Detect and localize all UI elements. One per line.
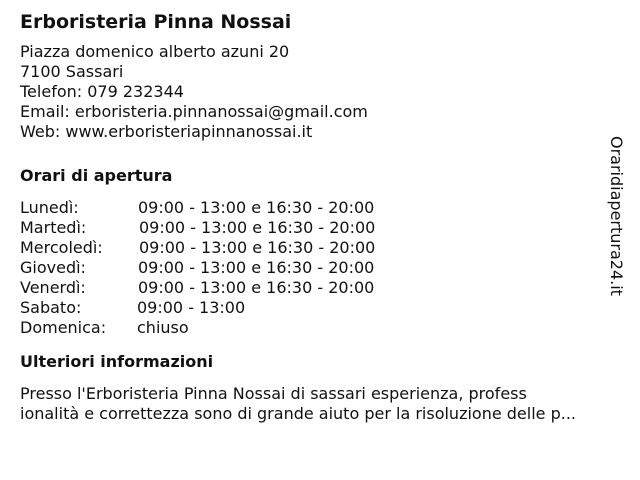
address-street: Piazza domenico alberto azuni 20: [20, 42, 290, 61]
hours-row-sunday: [20, 318, 610, 338]
day-label: Mercoledì:: [20, 238, 103, 257]
opening-hours-heading: Orari di apertura: [20, 166, 173, 185]
day-label: Giovedì:: [20, 258, 86, 277]
day-hours: 09:00 - 13:00: [137, 298, 246, 317]
day-label: Domenica:: [20, 318, 107, 337]
day-label: Sabato:: [20, 298, 82, 317]
phone-line: Telefon: 079 232344: [20, 82, 184, 101]
address-city: 7100 Sassari: [20, 62, 124, 81]
day-hours: chiuso: [137, 318, 189, 337]
day-label: Venerdì:: [20, 278, 86, 297]
hours-row-tuesday: [20, 218, 610, 238]
business-card: [20, 8, 610, 424]
day-label: Lunedì:: [20, 198, 79, 217]
more-info-line: ionalità e correttezza sono di grande aiuto per la risoluzione delle p...: [20, 404, 576, 423]
more-info-line: Presso l'Erboristeria Pinna Nossai di sassari esperienza, profess: [20, 384, 527, 403]
website-line: Web: www.erboristeriapinnanossai.it: [20, 122, 313, 141]
site-brand-vertical: Oraridiapertura24.it: [607, 136, 626, 296]
hours-row-saturday: [20, 298, 610, 318]
day-hours: 09:00 - 13:00 e 16:30 - 20:00: [138, 198, 375, 217]
hours-row-wednesday: [20, 238, 610, 258]
day-hours: 09:00 - 13:00 e 16:30 - 20:00: [139, 238, 376, 257]
opening-hours-table: [20, 198, 610, 338]
day-hours: 09:00 - 13:00 e 16:30 - 20:00: [138, 278, 375, 297]
hours-row-monday: [20, 198, 610, 218]
hours-row-friday: [20, 278, 610, 298]
more-info-text: [20, 384, 626, 424]
business-name: Erboristeria Pinna Nossai: [20, 11, 292, 33]
more-info-heading: Ulteriori informazioni: [20, 352, 214, 371]
day-hours: 09:00 - 13:00 e 16:30 - 20:00: [139, 218, 376, 237]
hours-row-thursday: [20, 258, 610, 278]
email-line: Email: erboristeria.pinnanossai@gmail.com: [20, 102, 368, 121]
contact-block: [20, 42, 610, 142]
day-label: Martedì:: [20, 218, 87, 237]
day-hours: 09:00 - 13:00 e 16:30 - 20:00: [138, 258, 375, 277]
